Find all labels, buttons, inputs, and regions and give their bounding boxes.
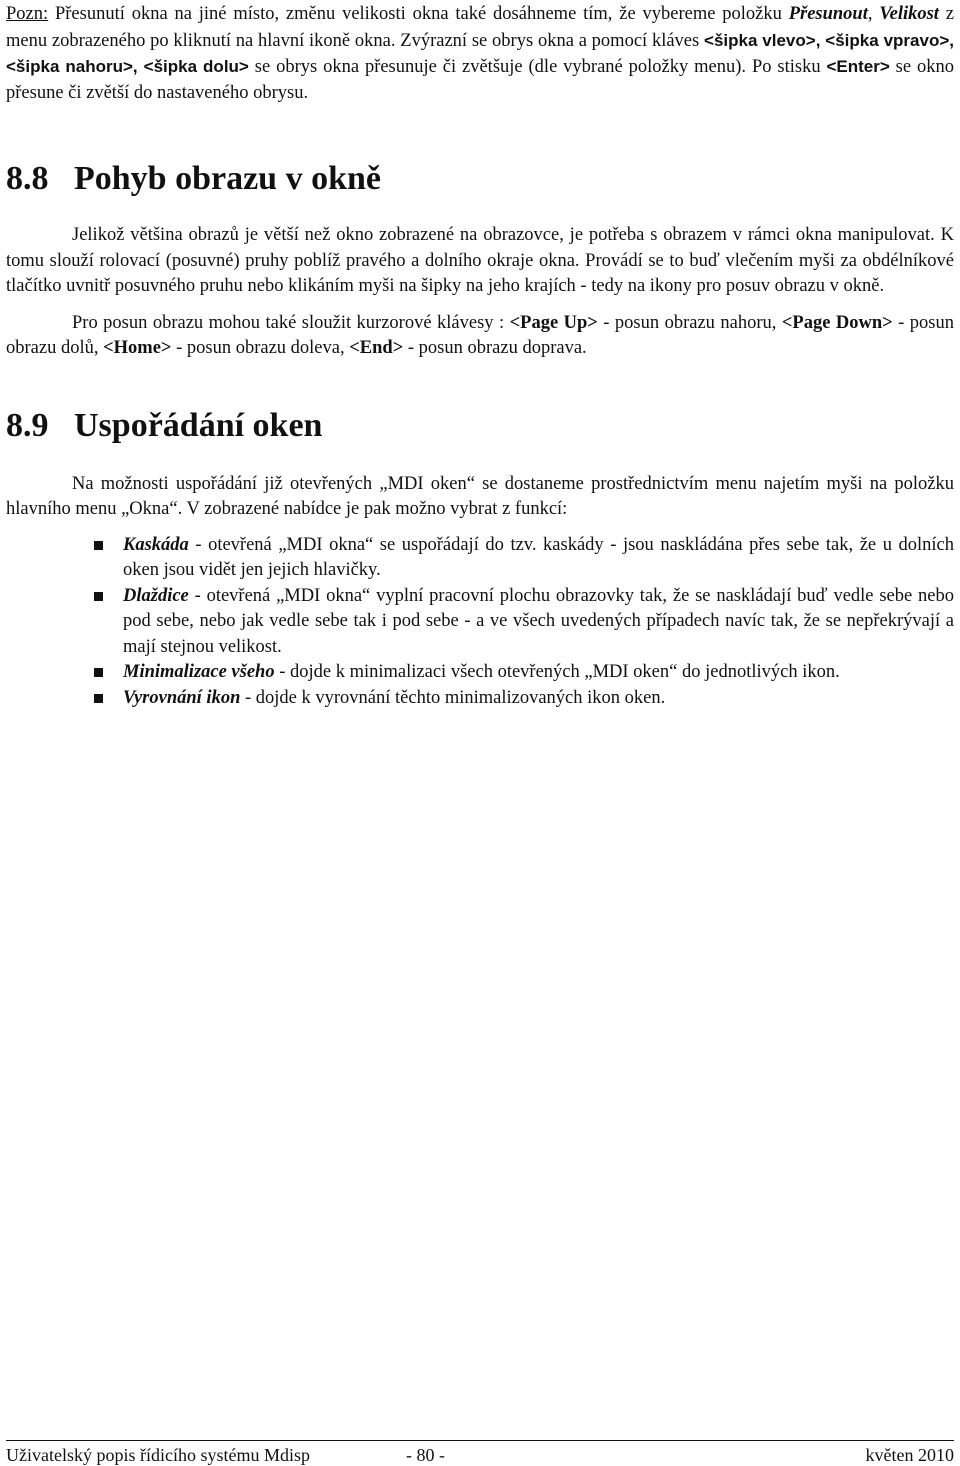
body-paragraph: Jelikož většina obrazů je větší než okno zobrazené na obrazovce, je potřeba s obrazem v rámci okna manipulovat. K tomu slouží rolovací (posuvné) pruhy poblíž pravého a dolního okraje okna. Provádí se to buď vlečením myši za obdélníkové tlačítko uvnitř posuvného pruhu nebo klikáním myši na šipky na jeho krajích - tedy na ikony pro posuv obrazu v okně. bbox=[6, 225, 954, 296]
section-heading-8-9 bbox=[6, 406, 954, 446]
list-item: Minimalizace všeho - dojde k minimalizaci všech otevřených „MDI oken“ do jednotlivých ikon. bbox=[6, 660, 954, 686]
section-number: 8.8 bbox=[6, 160, 49, 197]
page-footer bbox=[6, 1440, 954, 1466]
function-list bbox=[6, 533, 954, 712]
bullet-square-icon bbox=[94, 668, 103, 677]
list-item: Dlaždice - otevřená „MDI okna“ vyplní pracovní plochu obrazovky tak, že se naskládají buď vedle sebe nebo pod sebe, nebo jak vedle sebe tak i pod sebe - a ve všech uvedených případech navíc tak, že se nepřekrývají a mají stejnou velikost. bbox=[6, 584, 954, 661]
body-paragraph: Pro posun obrazu mohou také sloužit kurzorové klávesy : <Page Up> - posun obrazu nahoru, <Page Down> - posun obrazu dolů, <Home> - posun obrazu doleva, <End> - posun obrazu doprava. bbox=[6, 312, 954, 358]
bullet-square-icon bbox=[94, 694, 103, 703]
bullet-square-icon bbox=[94, 592, 103, 601]
bullet-square-icon bbox=[94, 541, 103, 550]
section-title: Pohyb obrazu v okně bbox=[74, 160, 381, 197]
section-number: 8.9 bbox=[6, 406, 49, 444]
footer-date: květen 2010 bbox=[865, 1445, 954, 1465]
section-heading-8-8 bbox=[6, 159, 954, 199]
page-content bbox=[6, 0, 954, 711]
footer-document-title: Uživatelský popis řídicího systému Mdisp bbox=[6, 1445, 310, 1465]
body-paragraph: Na možnosti uspořádání již otevřených „MDI oken“ se dostaneme prostřednictvím menu najetím myši na položku hlavního menu „Okna“. V zobrazené nabídce je pak možno vybrat z funkcí: bbox=[6, 473, 954, 519]
list-item: Kaskáda - otevřená „MDI okna“ se uspořádají do tzv. kaskády - jsou naskládána přes sebe tak, že u dolních oken jsou vidět jen jejich hlavičky. bbox=[6, 533, 954, 584]
footer-page-number: - 80 - bbox=[406, 1445, 445, 1465]
section-title: Uspořádání oken bbox=[74, 406, 323, 444]
list-item: Vyrovnání ikon - dojde k vyrovnání těchto minimalizovaných ikon oken. bbox=[6, 686, 954, 712]
note-paragraph: Pozn: Přesunutí okna na jiné místo, změnu velikosti okna také dosáhneme tím, že vybereme položku Přesunout, Velikost z menu zobrazeného po kliknutí na hlavní ikoně okna. Zvýrazní se obrys okna a pomocí kláves <šipka vlevo>, <šipka vpravo>, <šipka nahoru>, <šipka dolu> se obrys okna přesunuje či zvětšuje (dle vybrané položky menu). Po stisku <Enter> se okno přesune či zvětší do nastaveného obrysu. bbox=[6, 4, 954, 103]
note-label: Pozn: bbox=[6, 4, 49, 24]
